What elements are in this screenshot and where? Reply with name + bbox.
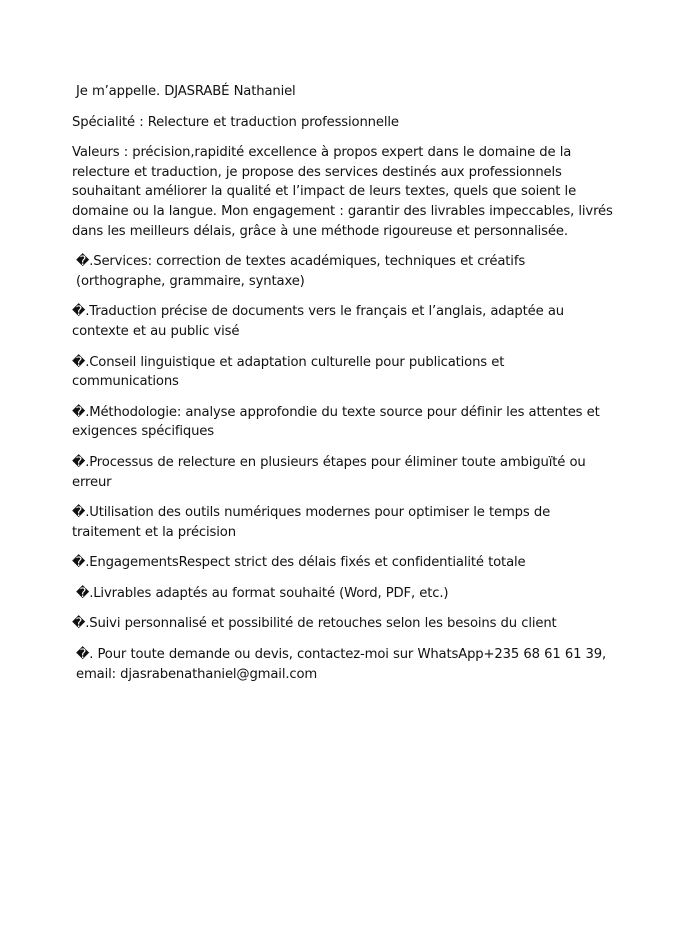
bullet-item-text: .Services: correction de textes académiques, techniques et créatifs (orthographe, grammaire, syntaxe) [76,254,526,289]
replacement-char-icon: � [72,616,86,632]
replacement-char-icon: � [76,647,90,663]
bullet-item-text: .Suivi personnalisé et possibilité de retouches selon les besoins du client [85,616,557,632]
replacement-char-icon: � [72,304,86,320]
replacement-char-icon: � [72,505,86,521]
bullet-item-followup [72,614,614,634]
bullet-item-text: .Traduction précise de documents vers le français et l’anglais, adaptée au contexte et au public visé [72,304,564,339]
document-body [72,82,614,695]
intro-line: Je m’appelle. DJASRABÉ Nathaniel [76,84,296,99]
bullet-item-deliverables [72,584,614,604]
bullet-item-text: .Méthodologie: analyse approfondie du texte source pour définir les attentes et exigences spécifiques [72,404,600,440]
bullet-item-methodology [72,403,614,442]
bullet-item-text: . Pour toute demande ou devis, contactez-moi sur WhatsApp+235 68 61 61 39, email: djasrabenathaniel@gmail.com [76,647,607,682]
bullet-item-text: .EngagementsRespect strict des délais fixés et confidentialité totale [85,555,526,571]
replacement-char-icon: � [72,454,86,470]
bullet-item-process [72,453,614,492]
values-paragraph: Valeurs : précision,rapidité excellence à propos expert dans le domaine de la relecture et traduction, je propose des services destinés aux professionnels souhaitant améliorer la qualité et l’impact de leurs textes, quels que soient le domaine ou la langue. Mon engagement : garantir des livrables impeccables, livrés dans les meilleurs délais, grâce à une méthode rigoureuse et personnalisée. [72,145,613,239]
replacement-char-icon: � [72,404,86,420]
bullet-item-text: .Conseil linguistique et adaptation culturelle pour publications et communications [72,354,505,390]
bullet-item-services [72,252,614,291]
bullet-item-text: .Utilisation des outils numériques modernes pour optimiser le temps de traitement et la précision [72,505,551,540]
bullet-item-contact [72,645,614,684]
replacement-char-icon: � [72,354,86,370]
bullet-item-text: .Processus de relecture en plusieurs étapes pour éliminer toute ambiguïté ou erreur [72,454,586,490]
bullet-item-consulting [72,353,614,392]
bullet-item-text: .Livrables adaptés au format souhaité (Word, PDF, etc.) [89,585,449,601]
speciality-line: Spécialité : Relecture et traduction professionnelle [72,114,399,130]
bullet-item-commitments [72,553,614,573]
replacement-char-icon: � [76,585,90,601]
replacement-char-icon: � [76,254,90,270]
replacement-char-icon: � [72,555,86,571]
bullet-item-translation [72,302,614,341]
bullet-item-tools [72,503,614,542]
